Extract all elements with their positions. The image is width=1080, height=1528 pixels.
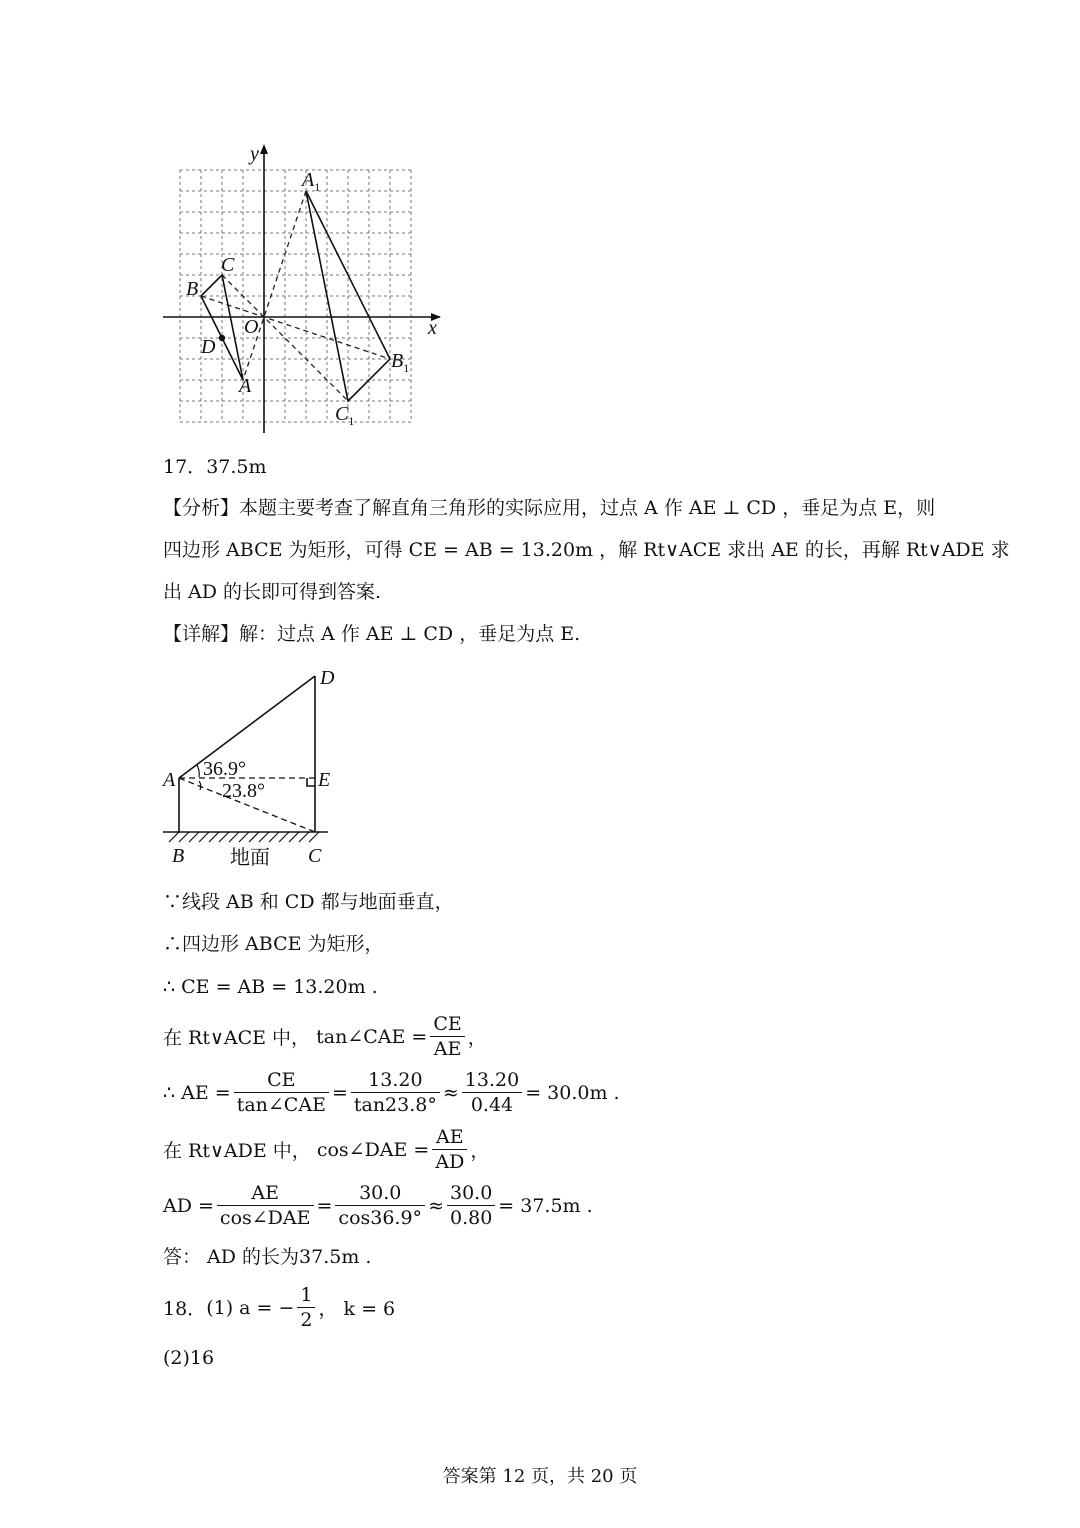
q17-step3: ∴ CE = AB = 13.20m . xyxy=(163,976,378,998)
q17-step2: ∴四边形 ABCE 为矩形， xyxy=(163,933,384,955)
label-axis-y: y xyxy=(250,143,259,165)
label-C: C xyxy=(221,254,235,276)
q18-part1: 18． (1) a = − $\frac{1}{2}$ ， k = 6 xyxy=(163,1284,396,1331)
q17-analysis-line2: 四边形 ABCE 为矩形，可得 CE = AB = 13.20m ，解 Rt∨ACE 求出 AE 的长，再解 Rt∨ADE 求 xyxy=(163,539,1010,561)
q17-step4: 在 Rt∨ACE 中， tan∠CAE = $\frac{CE}{AE}$ ， xyxy=(163,1013,487,1060)
fraction: $\frac{CE}{AE}$ xyxy=(430,1012,464,1061)
fig-label-C: C xyxy=(308,845,322,867)
fig-label-B: B xyxy=(172,845,185,867)
q17-step5: ∴ AE = $\frac{CE}{\text{tan∠CAE}}$ = $\frac{13.20}{\tan 23.8^\circ}$ ≈ $\frac{13.20}{0.44}$ = 30.0m . xyxy=(163,1069,620,1116)
q18-part2: (2)16 xyxy=(163,1347,215,1369)
label-A: A xyxy=(239,375,252,397)
fig-label-D: D xyxy=(320,667,335,689)
coordinate-figure xyxy=(150,140,450,440)
q17-step1: ∵线段 AB 和 CD 都与地面垂直， xyxy=(163,891,454,913)
detail-label: 【详解】 xyxy=(163,623,240,645)
fig-angle-2: 23.8° xyxy=(222,780,265,802)
point-D xyxy=(219,335,225,341)
label-D: D xyxy=(201,336,216,358)
label-A1: $A_1$ xyxy=(302,169,321,194)
fig-label-A: A xyxy=(163,769,176,791)
label-B1: $B_1$ xyxy=(391,350,410,375)
fig-label-E: E xyxy=(318,769,331,791)
analysis-label: 【分析】 xyxy=(163,497,240,519)
q17-detail-line: 【详解】解：过点 A 作 AE ⊥ CD ，垂足为点 E. xyxy=(163,623,581,645)
fig-angle-1: 36.9° xyxy=(203,758,246,780)
q17-answer: 17．37.5m xyxy=(163,456,267,478)
label-B: B xyxy=(186,278,199,300)
label-origin: O xyxy=(244,316,259,338)
grid xyxy=(180,170,411,422)
q17-analysis-line1: 【分析】本题主要考查了解直角三角形的实际应用，过点 A 作 AE ⊥ CD ，垂足为点 E，则 xyxy=(163,497,936,519)
page-footer: 答案第 12 页，共 20 页 xyxy=(442,1466,638,1487)
q17-conclusion: 答： AD 的长为37.5m . xyxy=(163,1246,372,1268)
building-figure xyxy=(155,660,355,875)
q17-step6: 在 Rt∨ADE 中， cos∠DAE = $\frac{AE}{AD}$ ， xyxy=(163,1126,490,1173)
label-C1: $C_1$ xyxy=(335,403,355,428)
q17-step7: AD = $\frac{AE}{\text{cos∠DAE}}$ = $\frac{30.0}{\cos 36.9^\circ}$ ≈ $\frac{30.0}{0.80}$ = 37.5m . xyxy=(163,1182,593,1229)
q17-analysis-line3: 出 AD 的长即可得到答案. xyxy=(163,581,382,603)
fig-ground: 地面 xyxy=(230,847,270,869)
label-axis-x: x xyxy=(428,317,437,339)
